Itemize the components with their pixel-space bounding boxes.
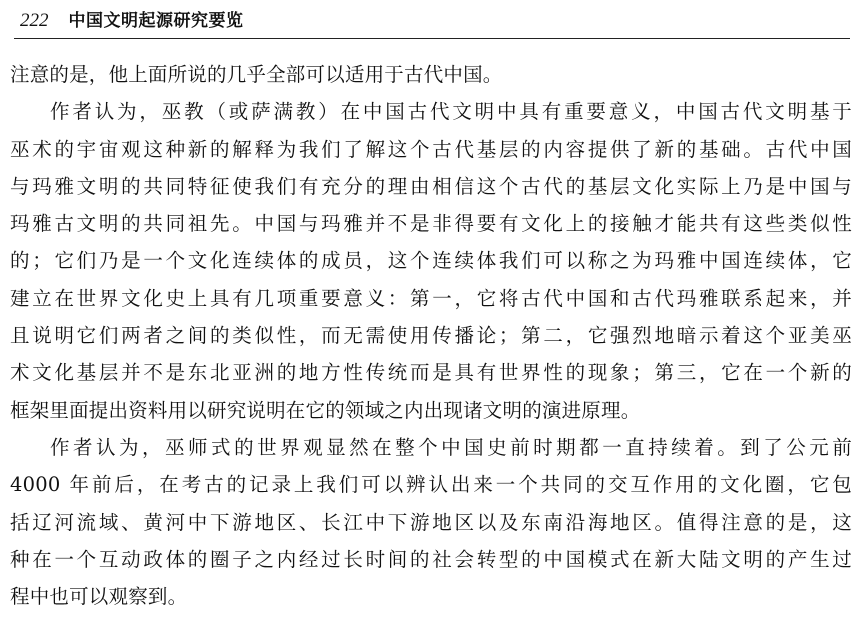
- text-line: 作者认为，巫师式的世界观显然在整个中国史前时期都一直持续着。到了公元前: [50, 435, 852, 459]
- page-header: [14, 6, 244, 32]
- text-line: 作者认为，巫教（或萨满教）在中国古代文明中具有重要意义，中国古代文明基于: [50, 100, 852, 124]
- text-line: 4000 年前后，在考古的记录上我们可以辨认出来一个共同的交互作用的文化圈，它包: [10, 473, 852, 497]
- text-line: 巫术的宇宙观这种新的解释为我们了解这个古代基层的内容提供了新的基础。古代中国: [10, 137, 852, 161]
- text-line: 与玛雅文明的共同特征使我们有充分的理由相信这个古代的基层文化实际上乃是中国与: [10, 174, 852, 198]
- text-line: 的；它们乃是一个文化连续体的成员，这个连续体我们可以称之为玛雅中国连续体，它: [10, 249, 852, 273]
- text-line: 程中也可以观察到。: [10, 585, 188, 609]
- header-rule: [14, 38, 850, 39]
- body-text: [10, 56, 852, 615]
- text-line: 建立在世界文化史上具有几项重要意义：第一，它将古代中国和古代玛雅联系起来，并: [10, 286, 852, 310]
- text-line: 括辽河流域、黄河中下游地区、长江中下游地区以及东南沿海地区。值得注意的是，这: [10, 510, 852, 534]
- text-line: 种在一个互动政体的圈子之内经过长时间的社会转型的中国模式在新大陆文明的产生过: [10, 547, 852, 571]
- text-line: 注意的是，他上面所说的几乎全部可以适用于古代中国。: [10, 63, 503, 86]
- paragraph: [10, 56, 852, 93]
- running-title: 中国文明起源研究要览: [68, 11, 244, 31]
- text-line: 且说明它们两者之间的类似性，而无需使用传播论；第二，它强烈地暗示着这个亚美巫: [10, 324, 852, 348]
- paragraph: [10, 429, 852, 615]
- text-line: 玛雅古文明的共同祖先。中国与玛雅并不是非得要有文化上的接触才能共有这些类似性: [10, 212, 852, 236]
- text-line: 框架里面提出资料用以研究说明在它的领域之内出现诸文明的演进原理。: [10, 398, 641, 422]
- text-line: 术文化基层并不是东北亚洲的地方性传统而是具有世界性的现象；第三，它在一个新的: [10, 361, 852, 385]
- paragraph: [10, 93, 852, 429]
- page-number: 222: [20, 10, 49, 31]
